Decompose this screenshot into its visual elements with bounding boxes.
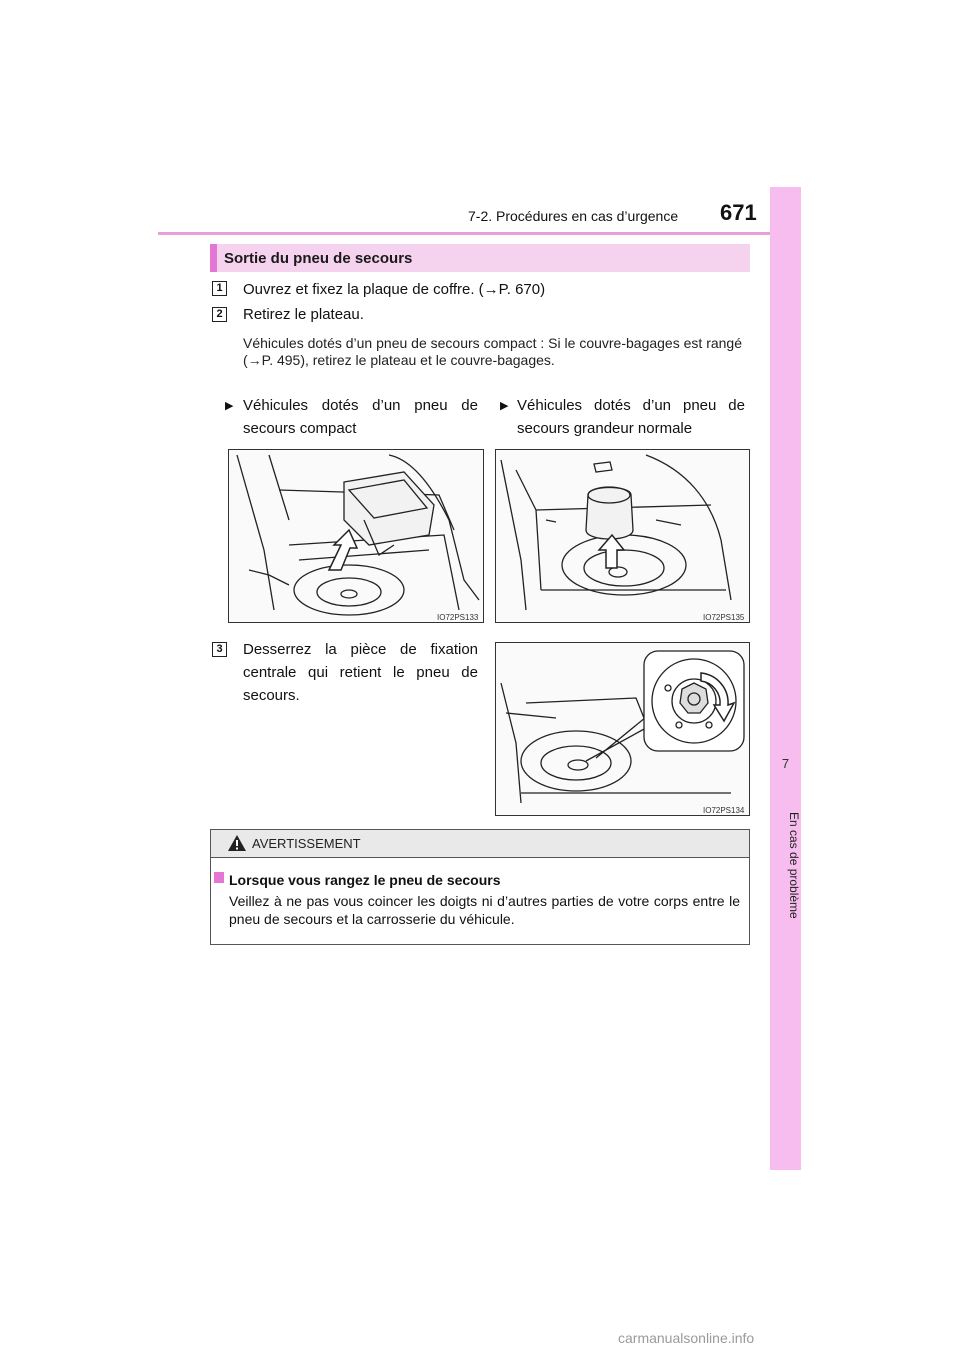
figure-code-central: IO72PS134	[703, 806, 745, 815]
step-number-3: 3	[212, 642, 227, 657]
side-strip	[770, 187, 801, 1170]
warning-triangle-icon	[227, 834, 247, 852]
triangle-bullet-icon: ▶	[500, 400, 509, 412]
step-number-2: 2	[212, 307, 227, 322]
step-3-text: Desserrez la pièce de fixation centrale qui retient le pneu de secours.	[243, 641, 478, 704]
condition-full-size: Véhicules dotés d’un pneu de secours grandeur normale	[517, 397, 745, 437]
central-fixing-illustration	[496, 643, 749, 815]
page-number: 671	[720, 200, 757, 225]
condition-compact: Véhicules dotés d’un pneu de secours compact	[243, 397, 478, 437]
arrow-up-icon	[599, 535, 624, 568]
header-rule	[158, 232, 800, 235]
warning-subtitle: Lorsque vous rangez le pneu de secours	[229, 872, 501, 888]
step-2-text: Retirez le plateau.	[243, 306, 364, 323]
figure-compact-spare	[228, 449, 484, 623]
arrow-up-icon	[329, 530, 357, 570]
warning-bullet-square-icon	[214, 872, 224, 883]
warning-title: AVERTISSEMENT	[252, 836, 361, 851]
trunk-compact-illustration	[229, 450, 483, 622]
section-title: Sortie du pneu de secours	[224, 250, 413, 267]
chapter-number: 7	[781, 756, 790, 771]
trunk-full-size-illustration	[496, 450, 749, 622]
figure-central-fixing	[495, 642, 750, 816]
watermark-text: carmanualsonline.info	[618, 1330, 755, 1346]
chapter-label: En cas de problème	[787, 812, 801, 919]
step-1-text: Ouvrez et fixez la plaque de coffre. (→P. 670)	[243, 281, 546, 298]
figure-full-size-spare	[495, 449, 750, 623]
warning-body: Veillez à ne pas vous coincer les doigts ni d’autres parties de votre corps entre le pneu de secours et la carrosserie du véhicule.	[229, 893, 740, 927]
triangle-bullet-icon: ▶	[225, 400, 234, 412]
figure-code-full-size: IO72PS135	[703, 613, 745, 622]
figure-code-compact: IO72PS133	[437, 613, 479, 622]
running-header-title: 7-2. Procédures en cas d’urgence	[468, 208, 679, 224]
step-number-1: 1	[212, 281, 227, 296]
step-2-note: Véhicules dotés d’un pneu de secours compact : Si le couvre-bagages est rangé (→P. 495), retirez le plateau et le couvre-bagages.	[243, 335, 742, 368]
